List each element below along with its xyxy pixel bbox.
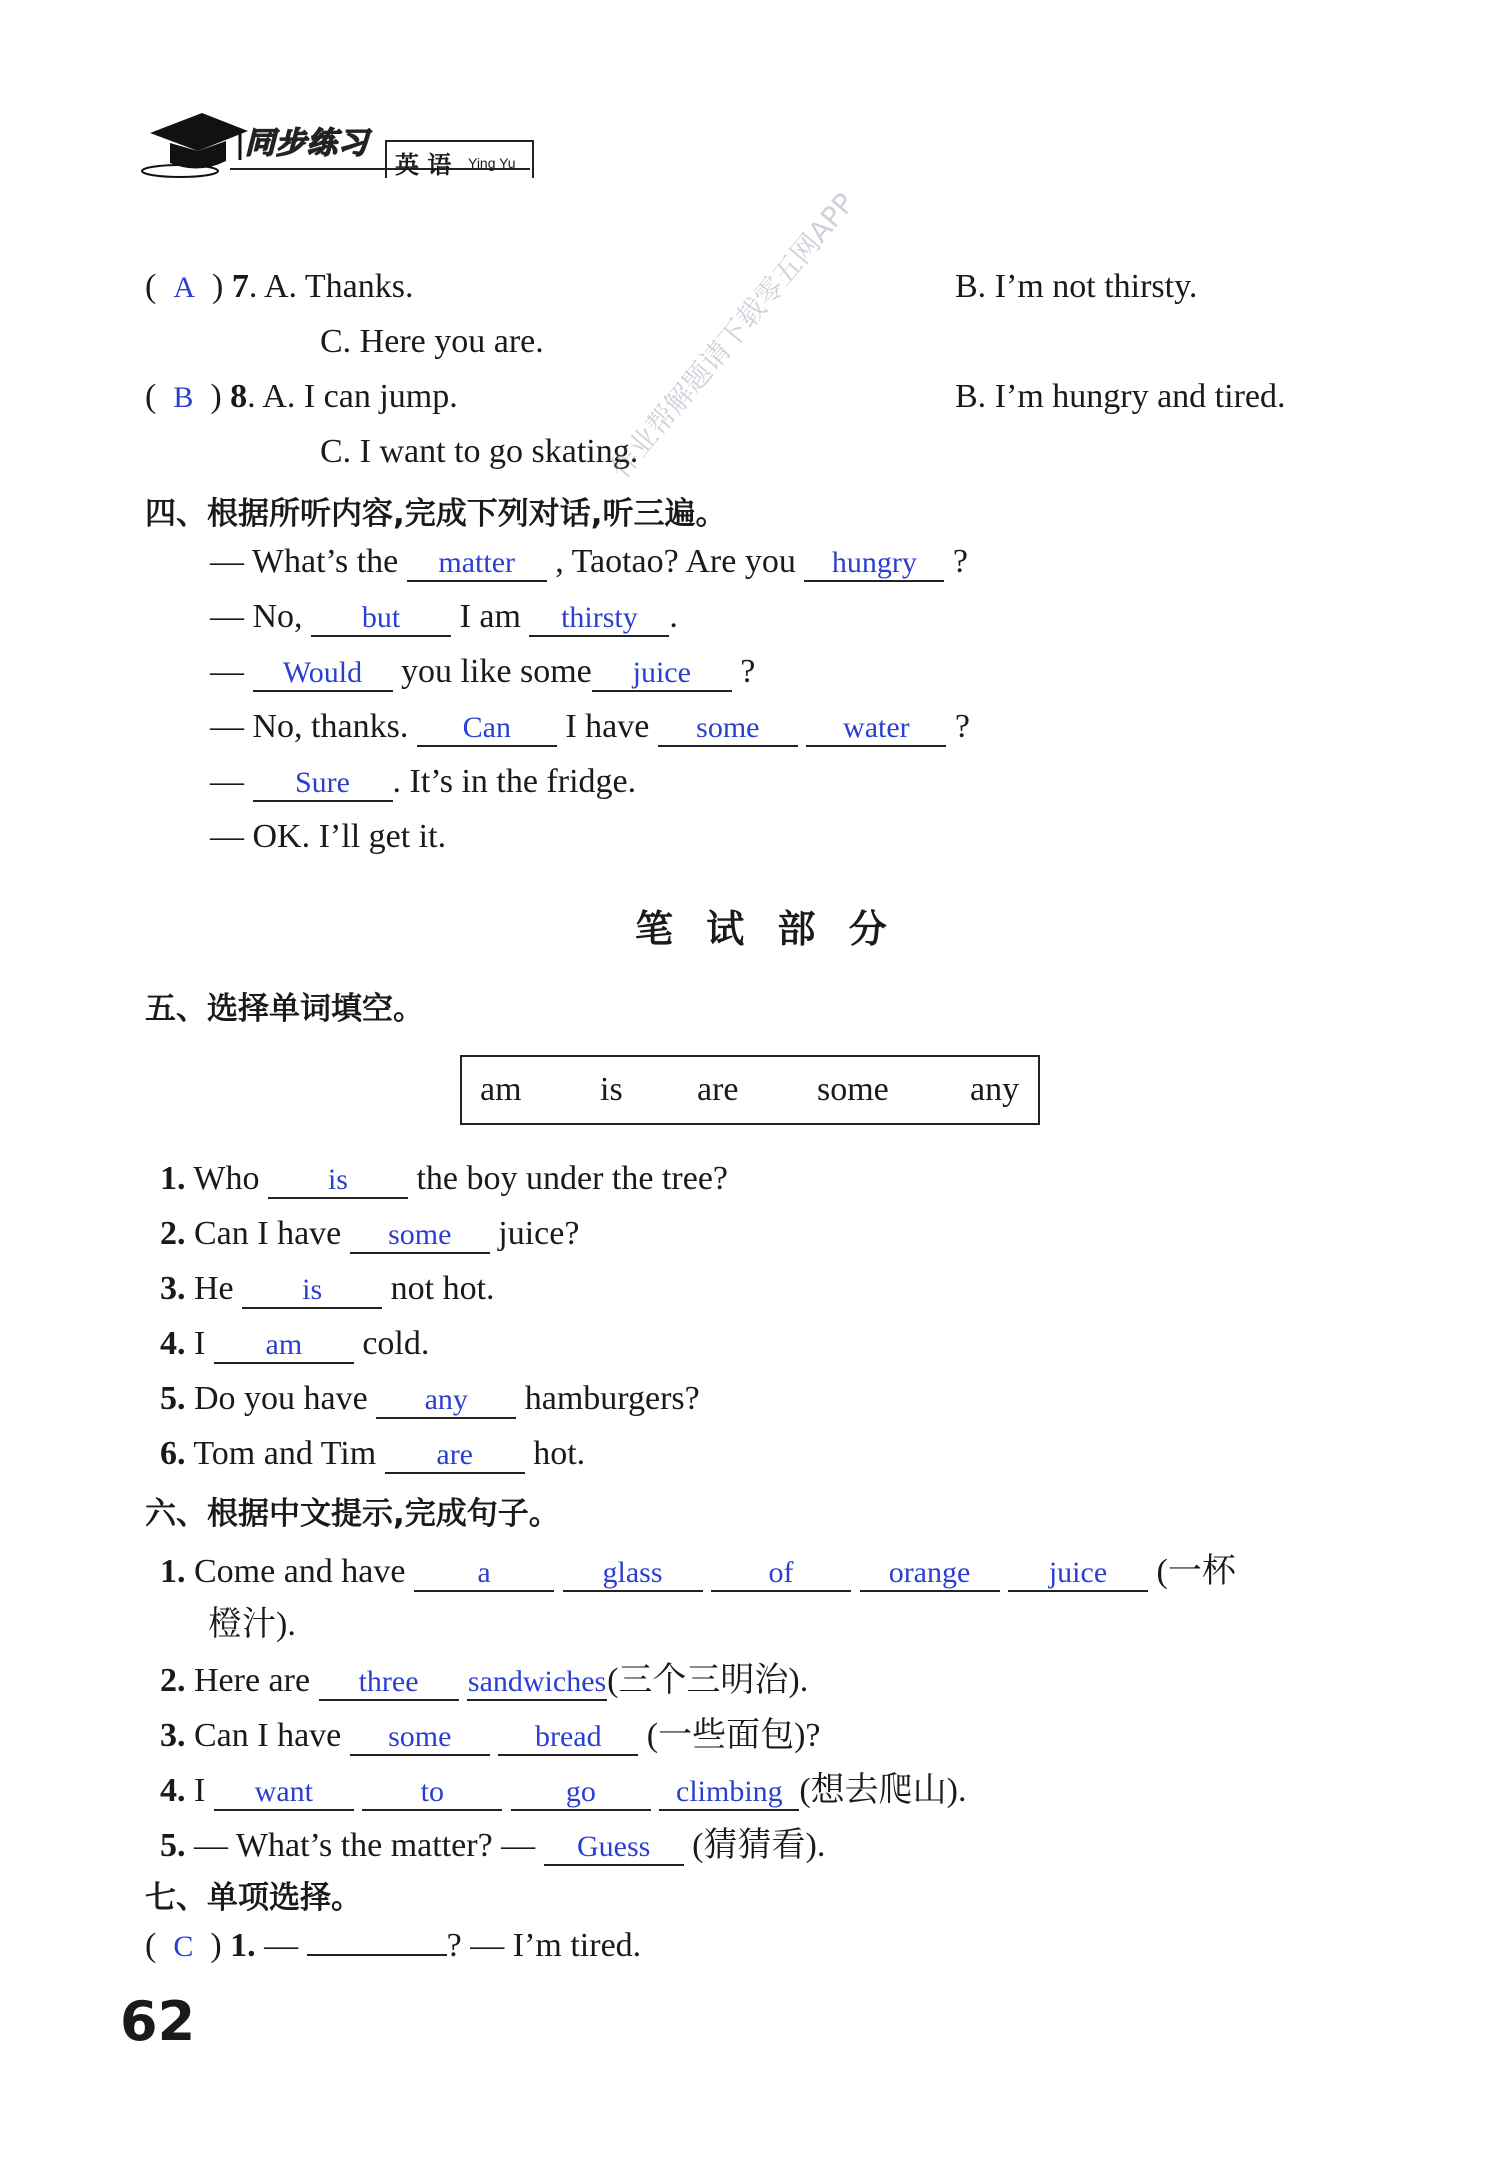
mc-question-1: ( C ) 1. — ? — I’m tired.: [145, 1927, 642, 1964]
watermark: 作业帮解题请下载零五网APP: [603, 186, 862, 485]
blank-answer: orange: [860, 1556, 1000, 1592]
blank-answer: climbing: [659, 1775, 799, 1811]
sentence-item-1-cont: 橙汁).: [208, 1606, 296, 1643]
blank-answer: bread: [498, 1720, 638, 1756]
blank-answer: of: [711, 1556, 851, 1592]
blank-empty: [307, 1954, 447, 1956]
sentence-item-3: 3. Can I have some bread (一些面包)?: [160, 1717, 821, 1754]
question-7: ( A ) 7. A. Thanks.: [145, 268, 414, 305]
option-8a: A. I can jump.: [262, 378, 458, 415]
option-7a: A. Thanks.: [263, 268, 414, 305]
blank-answer: to: [362, 1775, 502, 1811]
blank-answer: a: [414, 1556, 554, 1592]
blank-answer: sandwiches: [467, 1665, 607, 1701]
blank-answer: some: [350, 1720, 490, 1756]
blank-answer: go: [511, 1775, 651, 1811]
blank-answer: want: [214, 1775, 354, 1811]
dialog-line-3: — Would you like some juice ?: [210, 653, 756, 690]
word-are: are: [697, 1071, 739, 1108]
blank-but: but: [311, 601, 451, 637]
blank-answer: are: [385, 1438, 525, 1474]
blank-answer: any: [376, 1383, 516, 1419]
word-is: is: [600, 1071, 623, 1108]
question-8: ( B ) 8. A. I can jump.: [145, 378, 458, 415]
blank-answer: juice: [1008, 1556, 1148, 1592]
sentence-item-2: 2. Here are three sandwiches(三个三明治).: [160, 1662, 809, 1699]
blank-answer: glass: [563, 1556, 703, 1592]
dialog-line-1: — What’s the matter , Taotao? Are you hungry ?: [210, 543, 968, 580]
word-any: any: [970, 1071, 1020, 1108]
written-part-title: 笔 试 部 分: [635, 907, 897, 951]
blank-hungry: hungry: [804, 546, 944, 582]
option-8c: C. I want to go skating.: [320, 433, 639, 470]
word-some: some: [817, 1071, 889, 1108]
dialog-line-5: — Sure . It’s in the fridge.: [210, 763, 637, 800]
blank-answer: is: [268, 1163, 408, 1199]
question-number-7: 7: [231, 268, 249, 305]
section-6-title: 六、根据中文提示,完成句子。: [145, 1496, 560, 1532]
header-subject: 英 语: [395, 151, 452, 179]
fill-item-1: 1. Who is the boy under the tree?: [160, 1160, 729, 1197]
dialog-line-6: — OK. I’ll get it.: [210, 818, 447, 855]
option-7b: B. I’m not thirsty.: [955, 268, 1198, 305]
sentence-item-5: 5. — What’s the matter? — Guess (猜猜看).: [160, 1827, 826, 1864]
option-7c: C. Here you are.: [320, 323, 544, 360]
header-title: 同步练习: [245, 126, 369, 161]
fill-item-3: 3. He is not hot.: [160, 1270, 495, 1307]
sentence-item-4: 4. I want to go climbing (想去爬山).: [160, 1772, 967, 1809]
fill-item-5: 5. Do you have any hamburgers?: [160, 1380, 700, 1417]
mc-answer-1: C: [173, 1930, 194, 1963]
blank-juice: juice: [592, 656, 732, 692]
blank-water: water: [806, 711, 946, 747]
blank-answer: Guess: [544, 1830, 684, 1866]
blank-answer: three: [319, 1665, 459, 1701]
blank-would: Would: [253, 656, 393, 692]
blank-answer: some: [350, 1218, 490, 1254]
blank-answer: is: [242, 1273, 382, 1309]
dialog-line-2: — No, but I am thirsty .: [210, 598, 678, 635]
header-pinyin: Ying Yu: [468, 155, 516, 171]
dialog-line-4: — No, thanks. Can I have some water ?: [210, 708, 970, 745]
blank-sure: Sure: [253, 766, 393, 802]
page-number: 62: [120, 1990, 196, 2053]
section-4-title: 四、根据所听内容,完成下列对话,听三遍。: [145, 496, 727, 532]
blank-thirsty: thirsty: [529, 601, 669, 637]
fill-item-4: 4. I am cold.: [160, 1325, 430, 1362]
section-7-title: 七、单项选择。: [145, 1880, 362, 1916]
fill-item-2: 2. Can I have some juice?: [160, 1215, 580, 1252]
answer-8: B: [173, 381, 194, 414]
blank-can: Can: [417, 711, 557, 747]
blank-matter: matter: [407, 546, 547, 582]
answer-7: A: [173, 271, 195, 304]
option-8b: B. I’m hungry and tired.: [955, 378, 1286, 415]
section-5-title: 五、选择单词填空。: [145, 991, 424, 1027]
word-am: am: [480, 1071, 522, 1108]
blank-some: some: [658, 711, 798, 747]
word-bank: [460, 1055, 1040, 1125]
fill-item-6: 6. Tom and Tim are hot.: [160, 1435, 586, 1472]
sentence-item-1: 1. Come and have a glass of orange juice (一杯: [160, 1553, 1236, 1590]
question-number-8: 8: [230, 378, 248, 415]
blank-answer: am: [214, 1328, 354, 1364]
